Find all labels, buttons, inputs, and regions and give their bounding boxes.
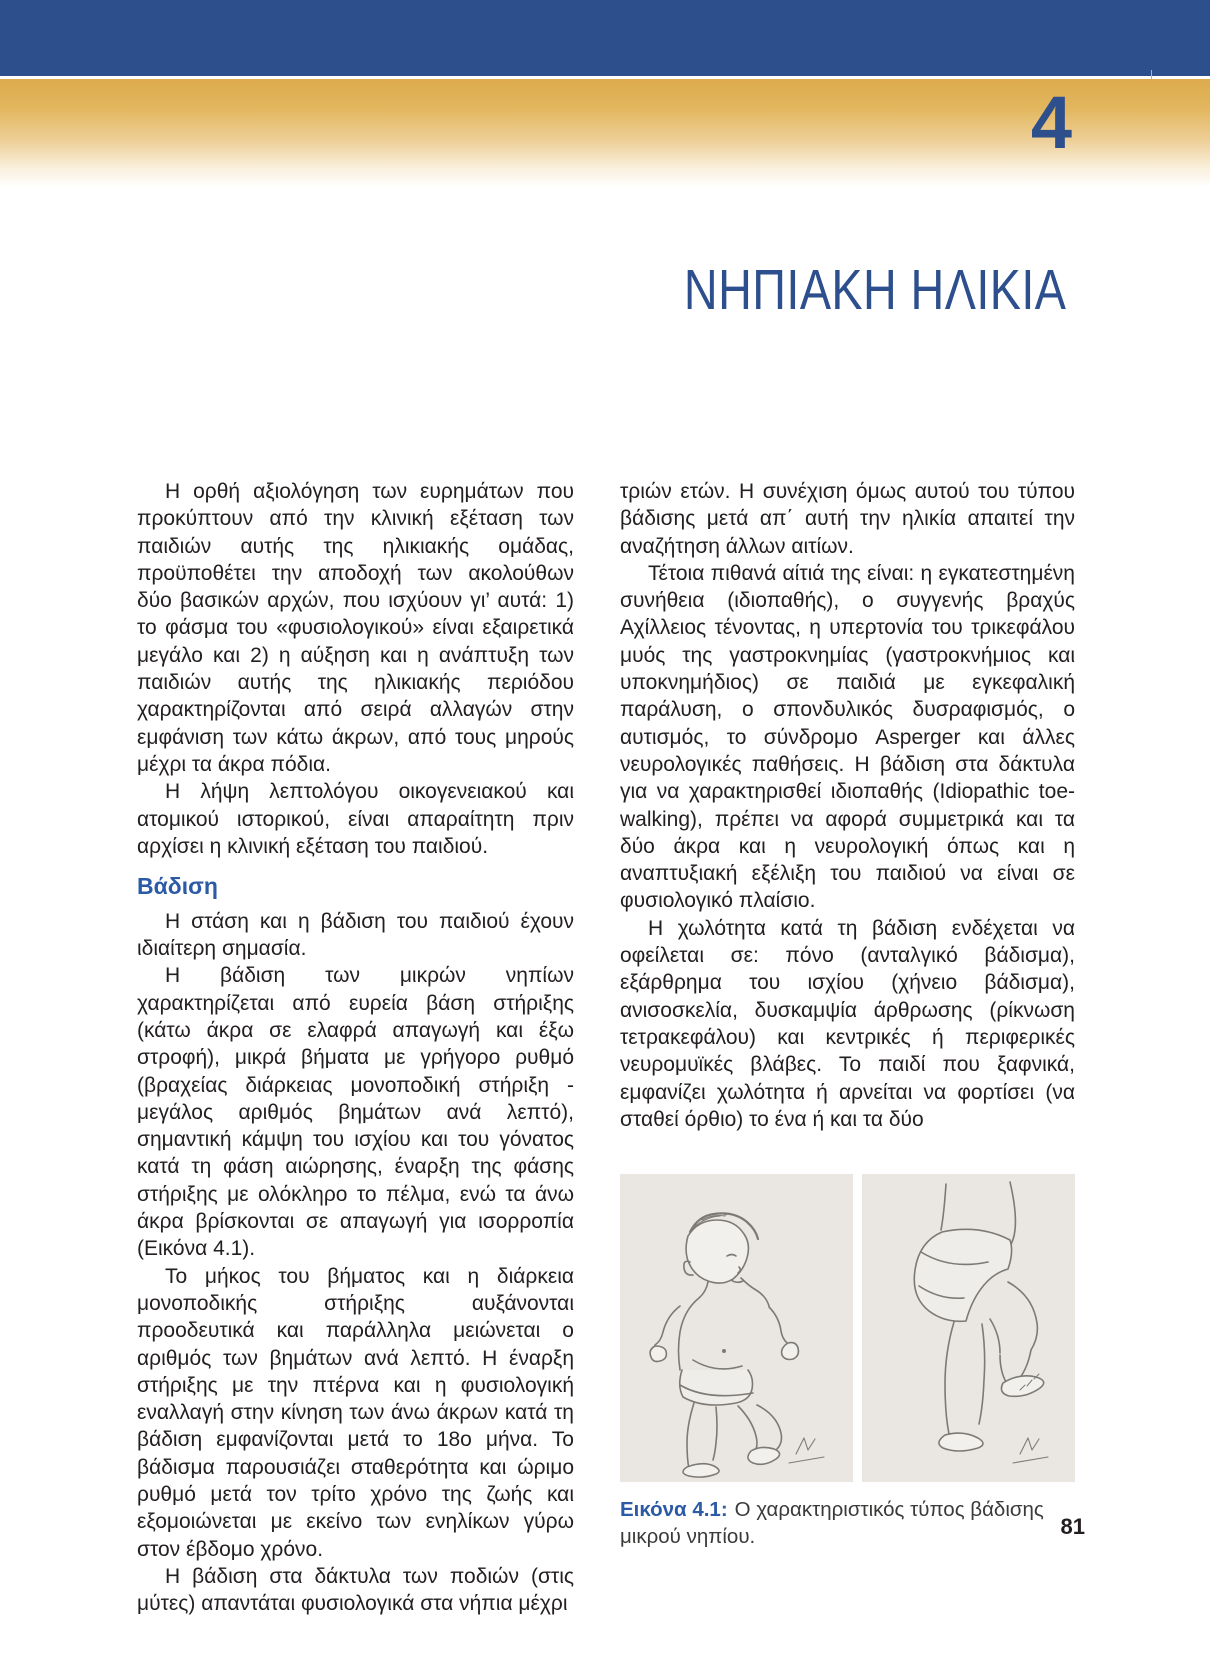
paragraph: Η βάδιση των μικρών νηπίων χαρακτηρίζεται από ευρεία βάση στήριξης (κάτω άκρα σε ελαφρά απαγωγή και έξω στροφή), μικρά βήματα με γρήγορο ρυθμό (βραχείας διάρκειας μονοποδική στήριξη - μεγάλος αριθμός βημάτων ανά λεπτό), σημαντική κάμψη του ισχίου και του γόνατος κατά τη φάση αιώρησης, έναρξη της φάσης στήριξης με ολόκληρο το πέλμα, ενώ τα άνω άκρα βρίσκονται σε απαγωγή για ισορροπία (Εικόνα 4.1). [137,964,574,1261]
paragraph-continuation: τριών ετών. Η συνέχιση όμως αυτού του τύπου βάδισης μετά απ΄ αυτή την ηλικία απαιτεί την αναζήτηση άλλων αιτίων. [620,480,1075,558]
toddler-legs-drawing [862,1174,1075,1482]
paragraph: Η βάδιση στα δάκτυλα των ποδιών (στις μύτες) απαντάται φυσιολογικά στα νήπια μέχρι [137,1564,574,1616]
toddler-legs-sketch [862,1174,1075,1482]
left-column [137,478,574,1617]
chapter-title: ΝΗΠΙΑΚΗ ΗΛΙΚΙΑ [683,258,1066,322]
page-number: 81 [1060,1514,1085,1539]
paragraph: Η λήψη λεπτολόγου οικογενειακού και ατομικού ιστορικού, είναι απαραίτητη πριν αρχίσει η κλινική εξέταση του παιδιού. [137,780,574,858]
paragraph: Το μήκος του βήματος και η διάρκεια μονοποδικής στήριξης αυξάνονται προοδευτικά και παράλληλα μειώνεται ο αριθμός των βημάτων ανά λεπτό. Η έναρξη στήριξης με την πτέρνα και η φυσιολογική εναλλαγή στην κίνηση των άνω άκρων κατά τη βάδιση εμφανίζονται μετά το 18ο μήνα. Το βάδισμα παρουσιάζει σταθερότητα και ώριμο ρυθμό μετά τον τρίτο χρόνο της ζωής και εξομοιώνεται με εκείνο των ενηλίκων γύρω στον έβδομο χρόνο. [137,1264,574,1561]
paragraph: Η στάση και η βάδιση του παιδιού έχουν ιδιαίτερη σημασία. [137,909,574,961]
toddler-front-drawing [620,1174,853,1482]
figure-4-1 [620,1174,1075,1550]
toddler-front-sketch [620,1174,853,1482]
right-column [620,478,1075,1550]
figure-caption [620,1496,1075,1550]
paragraph: Τέτοια πιθανά αίτιά της είναι: η εγκατεστημένη συνήθεια (ιδιοπαθής), ο συγγενής βραχύς Αχίλλειος τένοντας, η υπερτονία του τρικεφάλου μυός της γαστροκνημίας (γαστροκνήμιος και υποκνημήδιος) σε παιδιά με εγκεφαλική παράλυση, ο σπονδυλικός δυσραφισμός, ο αυτισμός, το σύνδρομο Asperger και άλλες νευρολογικές παθήσεις. Η βάδιση στα δάκτυλα για να χαρακτηρισθεί ιδιοπαθής (Idiopathic toe-walking), πρέπει να αφορά συμμετρικά και τα δύο άκρα και η νευρολογική όπως και η αναπτυξιακή εξέλιξη του παιδιού να είναι σε φυσιολογικό πλαίσιο. [620,561,1075,913]
header-blue-bar [0,0,1210,76]
chapter-number: 4 [1030,81,1072,164]
paragraph: Η ορθή αξιολόγηση των ευρημάτων που προκύπτουν από την κλινική εξέταση των παιδιών αυτής της ηλικιακής ομάδας, προϋποθέτει την αποδοχή των ακολούθων δύο βασικών αρχών, που ισχύουν γι’ αυτά: 1) το φάσμα του «φυσιολογικού» είναι εξαιρετικά μεγάλο και 2) η αύξηση και η ανάπτυξη των παιδιών αυτής της ηλικιακής περιόδου χαρακτηρίζονται από σειρά αλλαγών στην εμφάνιση των κάτω άκρων, από τους μηρούς μέχρι τα άκρα πόδια. [137,480,574,776]
figure-caption-text: Ο χαρακτηριστικός τύπος βάδισης μικρού νηπίου. [620,1498,1044,1549]
header-gold-gradient [0,79,1210,187]
paragraph: Η χωλότητα κατά τη βάδιση ενδέχεται να οφείλεται σε: πόνο (ανταλγικό βάδισμα), εξάρθρημα του ισχίου (χήνειο βάδισμα), ανισοσκελία, δυσκαμψία άρθρωσης (ρίκνωση τετρακεφάλου) και κεντρικές ή περιφερικές νευρομυϊκές βλάβες. Το παιδί που ξαφνικά, εμφανίζει χωλότητα ή αρνείται να φορτίσει (να σταθεί όρθιο) το ένα ή και τα δύο [620,916,1075,1131]
figure-panels [620,1174,1075,1482]
section-heading-gait: Βάδιση [137,873,218,900]
figure-caption-label: Εικόνα 4.1: [620,1498,728,1522]
